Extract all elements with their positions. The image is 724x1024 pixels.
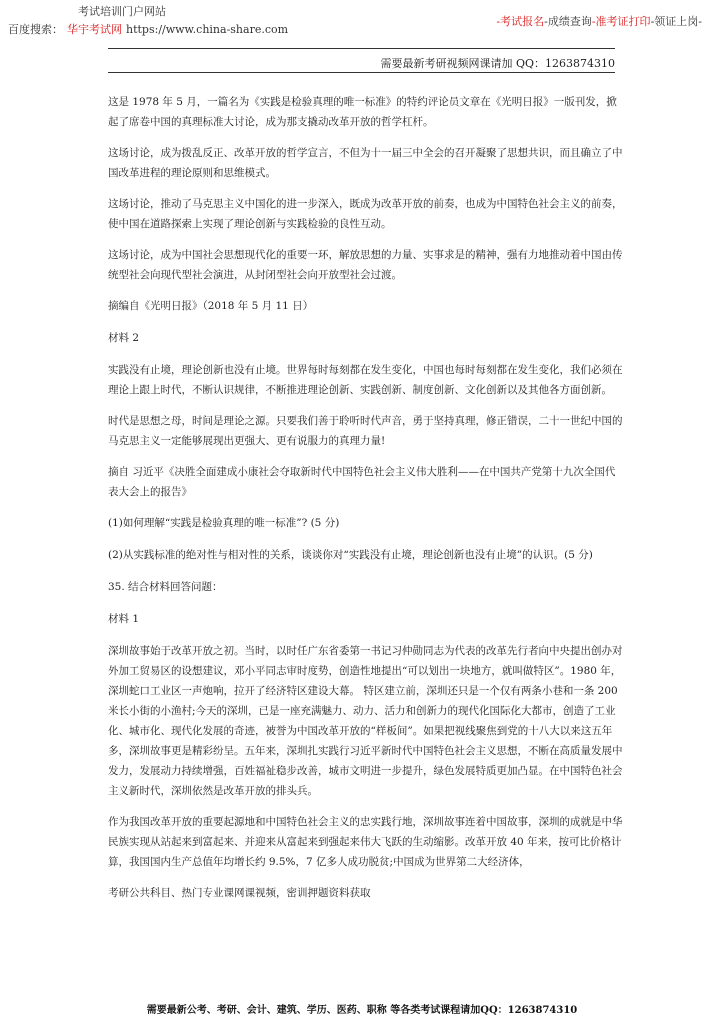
paragraph: 这是 1978 年 5 月，一篇名为《实践是检验真理的唯一标准》的特约评论员文章在《光明日报》一版刊发，掀起了席卷中国的真理标准大讨论，成为那支撬动改革开放的哲学杠杆。	[108, 96, 617, 128]
paragraph: 实践没有止境，理论创新也没有止境。世界每时每刻都在发生变化，中国也每时每刻都在发生变化，我们必须在理论上跟上时代，不断认识规律，不断推进理论创新、实践创新、制度创新、文化创新以及其他各方面创新。	[108, 364, 623, 396]
paragraph: 深圳故事始于改革开放之初。当时，以时任广东省委第一书记习仲勋同志为代表的改革先行者向中央提出创办对外加工贸易区的设想建议，邓小平同志审时度势，创造性地提出“可以划出一块地方，就叫做特区”。1980 年，深圳蛇口工业区一声炮响，拉开了经济特区建设大幕。 特区建立前，深圳还只是一个仅有两条小巷和一条 200 米长小街的小渔村;今天的深圳，已是一座充满魅力、动力、活力和创新力的现代化国际化大都市，创造了工业化、城市化、现代化发展的奇迹，被誉为中国改革开放的“样板间”。如果把视线聚焦到党的十八大以来这五年多，深圳故事更是精彩纷呈。五年来，深圳扎实践行习近平新时代中国特色社会主义思想，不断在高质量发展中发力，发展动力持续增强，百姓福祉稳步改善，城市文明进一步提升，绿色发展特质更加凸显。在中国特色社会主义新时代，深圳依然是改革开放的排头兵。	[108, 645, 623, 797]
nav-certificate[interactable]: -领证上岗-	[650, 15, 702, 28]
material-heading: 材料 1	[108, 613, 140, 625]
paragraph: 这场讨论，成为拨乱反正、改革开放的哲学宣言，不但为十一届三中全会的召开凝聚了思想共识，而且确立了中国改革进程的理论原则和思维模式。	[108, 147, 623, 179]
nav-register[interactable]: -考试报名	[496, 15, 545, 28]
header-divider	[108, 48, 615, 49]
footer-ad: 需要最新公考、考研、会计、建筑、学历、医药、职称 等各类考试课程请加QQ：1263874310	[146, 1005, 578, 1016]
nav-admission-ticket[interactable]: -准考证打印	[591, 15, 651, 28]
nav-scores[interactable]: -成绩查询	[544, 15, 592, 28]
qq-notice: 需要最新考研视频网课请加 QQ：1263874310	[380, 57, 615, 70]
material-heading: 材料 2	[108, 332, 140, 344]
promo-line: 考研公共科目、热门专业课网课视频，密训押题资料获取	[108, 887, 371, 899]
search-line	[8, 21, 288, 37]
document-body	[108, 92, 623, 915]
paragraph: 作为我国改革开放的重要起源地和中国特色社会主义的忠实践行地，深圳故事连着中国故事，深圳的成就是中华民族实现从站起来到富起来、并迎来从富起来到强起来伟大飞跃的生动缩影。改革开放 40 年来，按可比价格计算，我国国内生产总值年均增长约 9.5%，7 亿多人成功脱贫;中国成为世界第二大经济体，	[108, 816, 623, 868]
search-label: 百度搜索：	[8, 23, 63, 36]
source-citation: 摘自 习近平《决胜全面建成小康社会夺取新时代中国特色社会主义伟大胜利——在中国共产党第十九次全国代表大会上的报告》	[108, 466, 616, 498]
header-divider-bottom	[108, 72, 615, 73]
site-title: 考试培训门户网站	[78, 5, 166, 18]
top-nav	[496, 13, 702, 29]
paragraph: 时代是思想之母，时间是理论之源。只要我们善于聆听时代声音，勇于坚持真理，修正错误，二十一世纪中国的马克思主义一定能够展现出更强大、更有说服力的真理力量!	[108, 415, 623, 447]
question: (1)如何理解“实践是检验真理的唯一标准”? (5 分)	[108, 517, 340, 529]
question-heading: 35. 结合材料回答问题：	[108, 581, 223, 593]
source-citation: 摘编自《光明日报》（2018 年 5 月 11 日）	[108, 300, 314, 312]
paragraph: 这场讨论，成为中国社会思想现代化的重要一环，解放思想的力量、实事求是的精神，强有力地推动着中国由传统型社会向现代型社会演进，从封闭型社会向开放型社会过渡。	[108, 249, 623, 281]
brand-link[interactable]: 华宇考试网	[67, 23, 122, 36]
site-url[interactable]: https://www.china-share.com	[126, 23, 289, 36]
question: (2)从实践标准的绝对性与相对性的关系，谈谈你对“实践没有止境，理论创新也没有止境”的认识。(5 分)	[108, 549, 593, 561]
paragraph: 这场讨论，推动了马克思主义中国化的进一步深入，既成为改革开放的前奏，也成为中国特色社会主义的前奏，使中国在道路探索上实现了理论创新与实践检验的良性互动。	[108, 198, 623, 230]
